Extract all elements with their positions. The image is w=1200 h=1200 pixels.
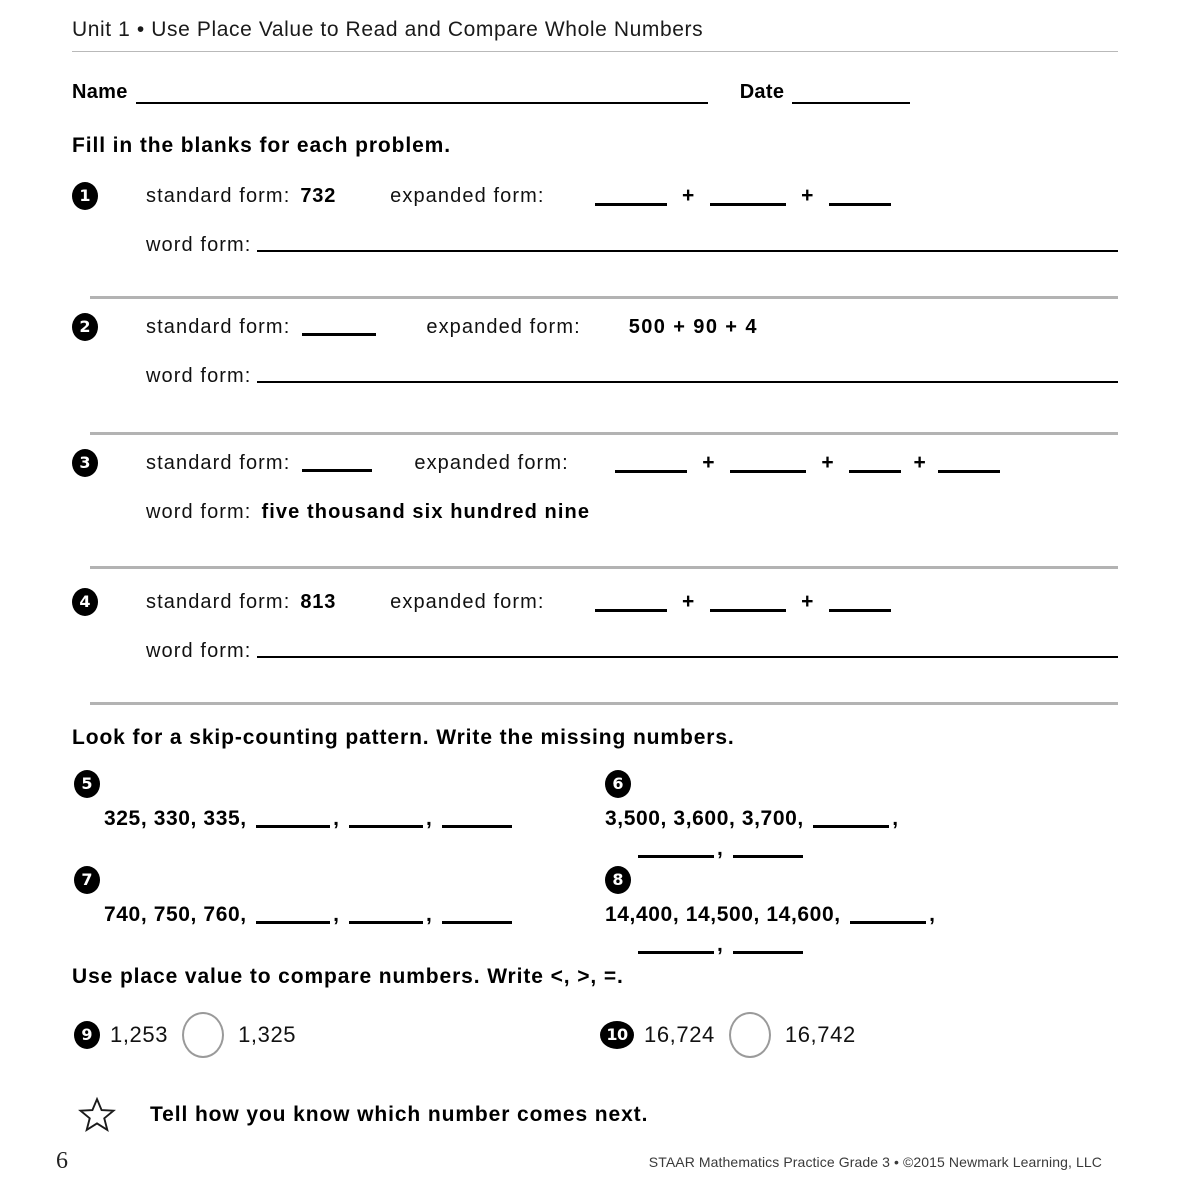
problem-1-main-row	[72, 182, 1118, 210]
standard-form-label: standard form:	[146, 184, 291, 207]
problem-number-badge: 10	[600, 1021, 634, 1049]
problem-6	[605, 770, 899, 866]
comparison-symbol-circle[interactable]	[729, 1012, 771, 1058]
header-divider	[72, 51, 1118, 52]
plus-sign: +	[681, 590, 695, 613]
problem-5	[74, 770, 515, 836]
problem-3-standard-blank[interactable]	[302, 469, 372, 472]
answer-blank[interactable]	[615, 470, 687, 473]
answer-blank[interactable]	[710, 609, 786, 612]
problem-number-badge: 8	[605, 866, 631, 894]
problem-5-sequence	[74, 802, 515, 836]
answer-blank[interactable]	[595, 609, 667, 612]
answer-blank[interactable]	[442, 921, 512, 924]
name-label: Name	[72, 81, 128, 103]
answer-blank[interactable]	[638, 951, 714, 954]
comma: ,	[892, 807, 899, 830]
answer-blank[interactable]	[938, 470, 1000, 473]
problem-number-badge: 5	[74, 770, 100, 798]
problem-7-given-numbers: 740, 750, 760,	[104, 903, 247, 926]
problem-number-badge: 1	[72, 182, 98, 210]
problem-3-expanded-answer-area[interactable]	[613, 451, 1003, 475]
plus-sign: +	[681, 184, 695, 207]
problem-4	[72, 588, 1118, 663]
problem-2-expanded-value: 500 + 90 + 4	[628, 315, 758, 338]
problem-2-bullet-cell	[72, 313, 146, 341]
problem-number-badge: 4	[72, 588, 98, 616]
instruction-compare: Use place value to compare numbers. Write <, >, =.	[72, 965, 624, 988]
answer-blank[interactable]	[595, 203, 667, 206]
word-form-label: word form:	[146, 640, 252, 662]
problem-9-right-number: 1,325	[238, 1022, 297, 1047]
answer-blank[interactable]	[710, 203, 786, 206]
plus-sign: +	[913, 451, 926, 474]
answer-blank[interactable]	[349, 825, 423, 828]
problem-2-word-form-row	[72, 365, 1118, 388]
problem-number-badge: 2	[72, 313, 98, 341]
name-input-line[interactable]	[136, 102, 708, 104]
section-divider	[90, 432, 1118, 435]
answer-blank[interactable]	[733, 951, 803, 954]
plus-sign: +	[702, 451, 715, 474]
problem-8-given-numbers: 14,400, 14,500, 14,600,	[605, 903, 841, 926]
star-task-row	[78, 1096, 648, 1134]
problem-10-right-number: 16,742	[784, 1022, 856, 1047]
star-outline-icon	[78, 1096, 116, 1134]
problem-8-bullet-cell	[605, 866, 936, 894]
comparison-symbol-circle[interactable]	[182, 1012, 224, 1058]
word-form-answer-line[interactable]	[257, 656, 1118, 658]
problem-number-badge: 3	[72, 449, 98, 477]
name-date-row	[72, 82, 1118, 104]
expanded-form-label: expanded form:	[390, 184, 545, 207]
problem-6-sequence-line-2	[605, 832, 899, 866]
problem-9-left-number: 1,253	[110, 1022, 169, 1047]
comma: ,	[426, 807, 433, 830]
problem-8-sequence-line-1	[605, 898, 936, 932]
word-form-label: word form:	[146, 234, 252, 256]
word-form-label: word form:	[146, 501, 252, 523]
problem-6-given-numbers: 3,500, 3,600, 3,700,	[605, 807, 804, 830]
problem-1-word-form-row	[72, 234, 1118, 257]
comma: ,	[717, 933, 724, 956]
problem-3-word-form-value: five thousand six hundred nine	[261, 501, 591, 523]
section-divider	[90, 566, 1118, 569]
plus-sign: +	[801, 590, 814, 613]
problem-4-standard-value: 813	[300, 590, 337, 613]
comma: ,	[333, 903, 340, 926]
word-form-label: word form:	[146, 365, 252, 387]
problem-2-main-row	[72, 313, 1118, 341]
instruction-skip-counting: Look for a skip-counting pattern. Write the missing numbers.	[72, 726, 735, 749]
problem-1-bullet-cell	[72, 182, 146, 210]
comma: ,	[929, 903, 936, 926]
comma: ,	[426, 903, 433, 926]
answer-blank[interactable]	[850, 921, 926, 924]
answer-blank[interactable]	[256, 825, 330, 828]
problem-5-bullet-cell	[74, 770, 515, 798]
instruction-fill-in: Fill in the blanks for each problem.	[72, 134, 451, 157]
problem-1-standard-value: 732	[300, 184, 337, 207]
problem-2-standard-blank[interactable]	[302, 333, 376, 336]
standard-form-label: standard form:	[146, 590, 291, 613]
expanded-form-label: expanded form:	[426, 315, 581, 338]
plus-sign: +	[821, 451, 834, 474]
section-divider	[90, 296, 1118, 299]
problem-3-main-row	[72, 449, 1118, 477]
problem-3-word-form-row	[72, 501, 1118, 524]
answer-blank[interactable]	[829, 609, 891, 612]
answer-blank[interactable]	[349, 921, 423, 924]
answer-blank[interactable]	[442, 825, 512, 828]
answer-blank[interactable]	[638, 855, 714, 858]
problem-4-bullet-cell	[72, 588, 146, 616]
word-form-answer-line[interactable]	[257, 381, 1118, 383]
problem-10-left-number: 16,724	[644, 1022, 715, 1047]
problem-6-bullet-cell	[605, 770, 899, 798]
problem-7-sequence	[74, 898, 515, 932]
expanded-form-label: expanded form:	[414, 451, 569, 474]
problem-number-badge: 7	[74, 866, 100, 894]
comma: ,	[717, 837, 724, 860]
problem-10	[600, 1012, 856, 1058]
answer-blank[interactable]	[813, 825, 889, 828]
problem-9	[74, 1012, 296, 1058]
problem-5-given-numbers: 325, 330, 335,	[104, 807, 247, 830]
problem-number-badge: 9	[74, 1021, 100, 1049]
date-label: Date	[739, 81, 785, 103]
section-divider	[90, 702, 1118, 705]
unit-title: Unit 1 • Use Place Value to Read and Compare Whole Numbers	[72, 18, 704, 41]
problem-4-main-row	[72, 588, 1118, 616]
answer-blank[interactable]	[733, 855, 803, 858]
expanded-form-label: expanded form:	[390, 590, 545, 613]
problem-number-badge: 6	[605, 770, 631, 798]
problem-7-bullet-cell	[74, 866, 515, 894]
problem-6-sequence-line-1	[605, 802, 899, 836]
problem-4-word-form-row	[72, 640, 1118, 663]
page-header	[72, 18, 1118, 52]
answer-blank[interactable]	[730, 470, 806, 473]
answer-blank[interactable]	[829, 203, 891, 206]
star-task-text: Tell how you know which number comes next.	[150, 1103, 649, 1126]
page-number: 6	[56, 1148, 68, 1174]
problem-1-expanded-answer-area[interactable]	[593, 184, 893, 208]
standard-form-label: standard form:	[146, 315, 291, 338]
problem-8-sequence-line-2	[605, 928, 936, 962]
answer-blank[interactable]	[256, 921, 330, 924]
date-input-line[interactable]	[792, 102, 910, 104]
problem-4-expanded-answer-area[interactable]	[593, 590, 893, 614]
problem-8	[605, 866, 936, 962]
standard-form-label: standard form:	[146, 451, 291, 474]
comma: ,	[333, 807, 340, 830]
problem-3-bullet-cell	[72, 449, 146, 477]
problem-2	[72, 313, 1118, 388]
problem-7	[74, 866, 515, 932]
problem-1	[72, 182, 1118, 257]
answer-blank[interactable]	[849, 470, 901, 473]
problem-3	[72, 449, 1118, 524]
footer-credit: STAAR Mathematics Practice Grade 3 • ©2015 Newmark Learning, LLC	[648, 1154, 1102, 1170]
word-form-answer-line[interactable]	[257, 250, 1118, 252]
plus-sign: +	[801, 184, 814, 207]
